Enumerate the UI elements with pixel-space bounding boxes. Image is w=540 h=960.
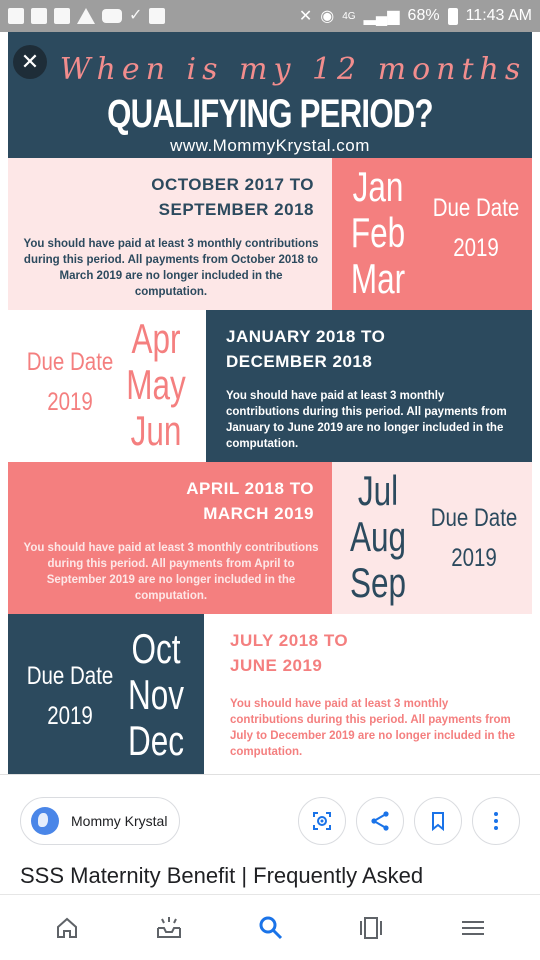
month-label: Aug xyxy=(349,513,407,560)
months-panel xyxy=(332,158,532,310)
month-label: Feb xyxy=(350,209,406,256)
months-panel xyxy=(8,614,204,774)
month-label: Nov xyxy=(127,671,185,718)
period-description: You should have paid at least 3 monthly contributions during this period. All payments from July to December 2019 are no longer included in the computation. xyxy=(230,698,516,758)
period-description: You should have paid at least 3 monthly contributions during this period. All payments from January to June 2019 are no longer included in the computation. xyxy=(226,390,507,450)
script-title: When is my 12 months xyxy=(59,52,527,87)
period-end: JUNE 2019 xyxy=(230,656,323,675)
month-label: Apr xyxy=(131,315,181,362)
period-start: APRIL 2018 TO xyxy=(186,479,314,498)
period-panel xyxy=(206,310,532,462)
more-vert-icon xyxy=(484,809,508,833)
inbox-updates-icon xyxy=(155,914,183,942)
download-done-icon: ✓ xyxy=(129,7,143,24)
period-row xyxy=(8,310,532,462)
due-date xyxy=(427,188,525,268)
due-months xyxy=(126,626,186,764)
period-range xyxy=(22,172,320,222)
youtube-icon xyxy=(102,9,122,23)
period-end: MARCH 2019 xyxy=(203,504,314,523)
period-panel xyxy=(8,158,332,310)
period-row xyxy=(8,158,532,310)
period-row xyxy=(8,614,532,774)
home-icon xyxy=(54,915,80,941)
due-year: 2019 xyxy=(47,702,93,730)
mute-icon: ✕ xyxy=(298,8,313,25)
due-label: Due Date xyxy=(432,194,520,222)
share-icon xyxy=(368,809,392,833)
signal-icon: ▂▄▆ xyxy=(363,8,400,25)
infographic-title: QUALIFYING PERIOD? xyxy=(107,92,433,136)
period-row xyxy=(8,462,532,614)
folder-icon xyxy=(54,8,70,24)
nav-tabs[interactable] xyxy=(356,913,386,943)
month-label: Jun xyxy=(130,407,182,454)
infographic-url: www.MommyKrystal.com xyxy=(170,136,370,155)
globe-icon xyxy=(31,807,59,835)
month-label: Mar xyxy=(350,255,406,302)
tabs-icon xyxy=(358,915,384,941)
month-label: Sep xyxy=(349,559,407,606)
result-card xyxy=(0,774,540,894)
period-description: You should have paid at least 3 monthly contributions during this period. All payments from April to September 2019 are no longer included in the computation. xyxy=(23,542,319,602)
due-months xyxy=(348,164,408,302)
period-panel xyxy=(8,462,332,614)
month-label: May xyxy=(126,361,186,408)
due-year: 2019 xyxy=(451,544,497,572)
due-date xyxy=(21,656,119,736)
close-button[interactable]: ✕ xyxy=(13,45,47,79)
image-icon xyxy=(149,8,165,24)
due-label: Due Date xyxy=(26,662,114,690)
period-end: DECEMBER 2018 xyxy=(226,352,373,371)
infographic-header xyxy=(8,32,532,158)
due-label: Due Date xyxy=(430,504,518,532)
due-year: 2019 xyxy=(453,234,499,262)
month-label: Jul xyxy=(357,467,399,514)
month-label: Dec xyxy=(127,717,185,764)
more-options-button[interactable] xyxy=(472,797,520,845)
due-date xyxy=(21,342,119,422)
due-date xyxy=(425,498,523,578)
bottom-navigation xyxy=(0,894,540,960)
menu-icon xyxy=(459,915,487,941)
clock: 11:43 AM xyxy=(465,7,532,24)
months-panel xyxy=(8,310,206,462)
facebook-icon xyxy=(8,8,24,24)
month-label: Jan xyxy=(352,163,404,210)
month-label: Oct xyxy=(131,625,181,672)
period-start: JANUARY 2018 TO xyxy=(226,327,386,346)
battery-level: 68% xyxy=(407,7,440,24)
period-range xyxy=(220,324,520,374)
period-start: JULY 2018 TO xyxy=(230,631,349,650)
source-name: Mommy Krystal xyxy=(71,813,168,829)
network-type: 4G xyxy=(342,10,356,22)
battery-icon xyxy=(448,8,458,25)
infographic-image[interactable] xyxy=(8,32,532,774)
warning-icon xyxy=(77,8,95,24)
result-title[interactable]: SSS Maternity Benefit | Frequently Asked xyxy=(20,863,424,888)
months-panel xyxy=(332,462,532,614)
bookmark-icon xyxy=(426,809,450,833)
source-chip[interactable] xyxy=(20,797,180,845)
alarm-icon: ◉ xyxy=(320,8,335,25)
due-label: Due Date xyxy=(26,348,114,376)
period-range xyxy=(22,476,320,526)
nav-updates[interactable] xyxy=(154,913,184,943)
search-icon xyxy=(258,915,284,941)
lens-icon xyxy=(310,809,334,833)
due-months xyxy=(126,316,186,454)
status-bar xyxy=(0,0,540,32)
period-end: SEPTEMBER 2018 xyxy=(158,200,314,219)
lens-button[interactable] xyxy=(298,797,346,845)
period-description: You should have paid at least 3 monthly contributions during this period. All payments from October 2018 to March 2019 are no longer included in the computation. xyxy=(23,238,319,298)
nav-menu[interactable] xyxy=(458,913,488,943)
period-range xyxy=(218,628,520,678)
nav-search[interactable] xyxy=(256,913,286,943)
period-panel xyxy=(204,614,532,774)
due-year: 2019 xyxy=(47,388,93,416)
facebook-icon xyxy=(31,8,47,24)
share-button[interactable] xyxy=(356,797,404,845)
due-months xyxy=(348,468,408,606)
nav-home[interactable] xyxy=(52,913,82,943)
save-button[interactable] xyxy=(414,797,462,845)
period-start: OCTOBER 2017 TO xyxy=(151,175,314,194)
